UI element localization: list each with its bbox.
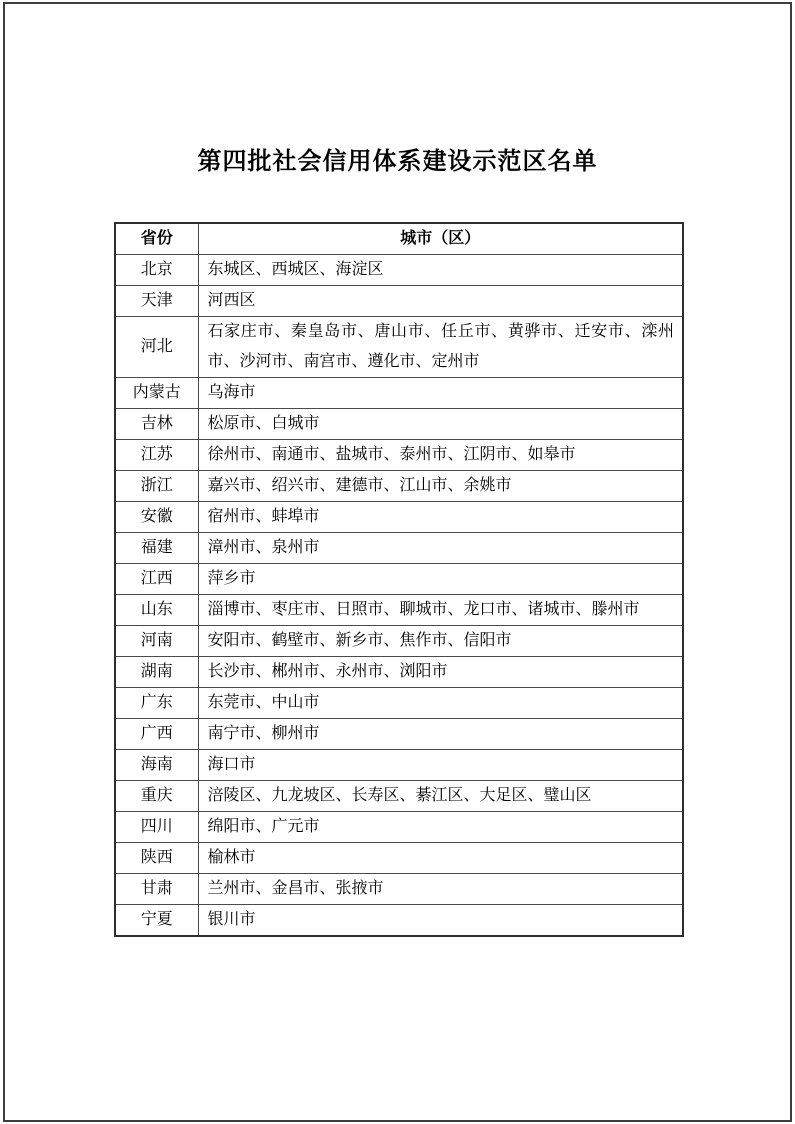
province-cell: 山东 [115, 595, 198, 626]
province-cell: 宁夏 [115, 905, 198, 937]
table-row [115, 843, 683, 874]
cities-cell: 徐州市、南通市、盐城市、泰州市、江阴市、如皋市 [198, 440, 683, 471]
table-row [115, 719, 683, 750]
province-cell: 河北 [115, 317, 198, 378]
table-row [115, 657, 683, 688]
demonstration-zones-table [114, 222, 684, 937]
cities-cell: 涪陵区、九龙坡区、长寿区、綦江区、大足区、璧山区 [198, 781, 683, 812]
province-cell: 湖南 [115, 657, 198, 688]
cities-cell: 淄博市、枣庄市、日照市、聊城市、龙口市、诸城市、滕州市 [198, 595, 683, 626]
cities-cell: 东莞市、中山市 [198, 688, 683, 719]
province-cell: 北京 [115, 255, 198, 286]
table-row [115, 626, 683, 657]
table-row [115, 781, 683, 812]
table-row [115, 317, 683, 378]
table-row [115, 440, 683, 471]
province-cell: 广东 [115, 688, 198, 719]
table-row [115, 688, 683, 719]
table-header-row [115, 223, 683, 255]
cities-cell: 榆林市 [198, 843, 683, 874]
province-cell: 江西 [115, 564, 198, 595]
cities-cell: 河西区 [198, 286, 683, 317]
province-cell: 甘肃 [115, 874, 198, 905]
table-row [115, 255, 683, 286]
table-row [115, 502, 683, 533]
cities-cell: 银川市 [198, 905, 683, 937]
cities-cell: 兰州市、金昌市、张掖市 [198, 874, 683, 905]
table-row [115, 533, 683, 564]
province-cell: 重庆 [115, 781, 198, 812]
cities-cell: 松原市、白城市 [198, 409, 683, 440]
cities-cell: 安阳市、鹤壁市、新乡市、焦作市、信阳市 [198, 626, 683, 657]
province-cell: 河南 [115, 626, 198, 657]
cities-cell: 萍乡市 [198, 564, 683, 595]
table-row [115, 286, 683, 317]
cities-cell: 长沙市、郴州市、永州市、浏阳市 [198, 657, 683, 688]
table-body [115, 255, 683, 937]
cities-cell: 南宁市、柳州市 [198, 719, 683, 750]
province-cell: 天津 [115, 286, 198, 317]
cities-cell: 绵阳市、广元市 [198, 812, 683, 843]
table-row [115, 750, 683, 781]
province-cell: 安徽 [115, 502, 198, 533]
table-row [115, 471, 683, 502]
cities-cell: 嘉兴市、绍兴市、建德市、江山市、余姚市 [198, 471, 683, 502]
cities-cell: 石家庄市、秦皇岛市、唐山市、任丘市、黄骅市、迁安市、滦州市、沙河市、南宫市、遵化市、定州市 [198, 317, 683, 378]
cities-cell: 东城区、西城区、海淀区 [198, 255, 683, 286]
cities-cell: 漳州市、泉州市 [198, 533, 683, 564]
cities-cell: 海口市 [198, 750, 683, 781]
table-row [115, 905, 683, 937]
table-row [115, 378, 683, 409]
table-header [115, 223, 683, 255]
cities-cell: 宿州市、蚌埠市 [198, 502, 683, 533]
province-cell: 陕西 [115, 843, 198, 874]
province-cell: 吉林 [115, 409, 198, 440]
table-row [115, 874, 683, 905]
province-cell: 广西 [115, 719, 198, 750]
table-row [115, 409, 683, 440]
province-cell: 海南 [115, 750, 198, 781]
column-header-province: 省份 [115, 223, 198, 255]
province-cell: 福建 [115, 533, 198, 564]
province-cell: 四川 [115, 812, 198, 843]
table-row [115, 595, 683, 626]
province-cell: 浙江 [115, 471, 198, 502]
table-row [115, 564, 683, 595]
column-header-cities: 城市（区） [198, 223, 683, 255]
cities-cell: 乌海市 [198, 378, 683, 409]
province-cell: 江苏 [115, 440, 198, 471]
table-row [115, 812, 683, 843]
province-cell: 内蒙古 [115, 378, 198, 409]
document-title: 第四批社会信用体系建设示范区名单 [197, 149, 598, 175]
